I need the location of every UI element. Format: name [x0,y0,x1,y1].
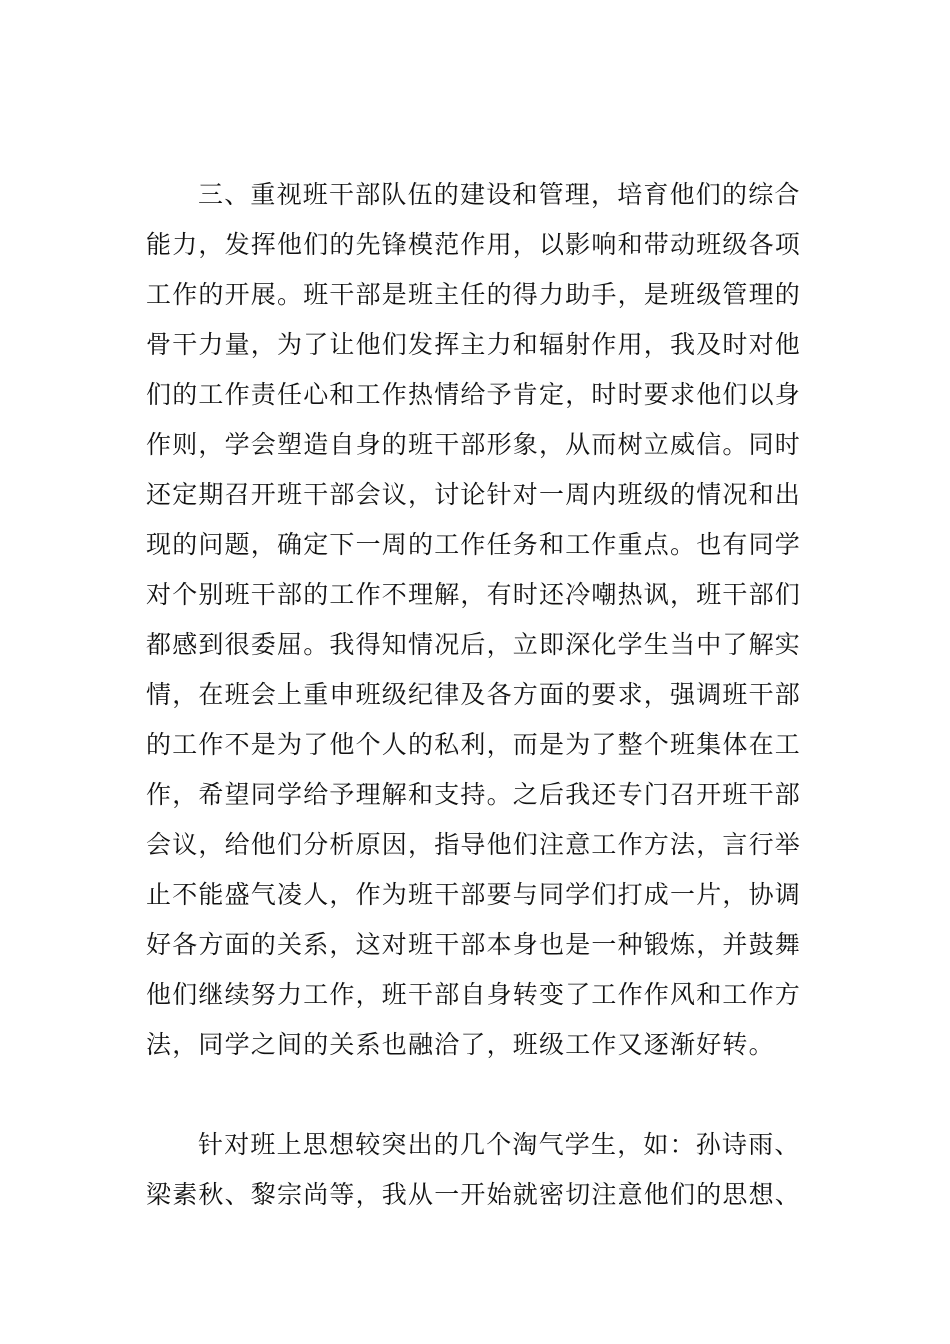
document-body [146,170,806,1220]
paragraph-line: 三、重视班干部队伍的建设和管理，培育他们的综合 [198,180,801,209]
paragraph-line: 的工作不是为了他个人的私利，而是为了整个班集体在工 [146,730,802,759]
paragraph-line: 梁素秋、黎宗尚等，我从一开始就密切注意他们的思想、 [146,1180,802,1209]
paragraph-spacer [146,1070,806,1120]
paragraph-line: 工作的开展。班干部是班主任的得力助手，是班级管理的 [146,280,802,309]
paragraph-line: 对个别班干部的工作不理解，有时还冷嘲热讽，班干部们 [146,580,802,609]
paragraph-line: 能力，发挥他们的先锋模范作用，以影响和带动班级各项 [146,230,802,259]
paragraph-line: 作则，学会塑造自身的班干部形象，从而树立威信。同时 [146,430,802,459]
paragraph-naughty-students [146,1120,806,1220]
paragraph-line: 针对班上思想较突出的几个淘气学生，如：孙诗雨、 [198,1130,801,1159]
paragraph-line: 作，希望同学给予理解和支持。之后我还专门召开班干部 [146,780,802,809]
paragraph-line: 好各方面的关系，这对班干部本身也是一种锻炼，并鼓舞 [146,930,802,959]
paragraph-class-cadres [146,170,806,1070]
paragraph-line: 会议，给他们分析原因，指导他们注意工作方法，言行举 [146,830,802,859]
paragraph-line: 法，同学之间的关系也融洽了，班级工作又逐渐好转。 [146,1030,775,1059]
paragraph-line: 们的工作责任心和工作热情给予肯定，时时要求他们以身 [146,380,802,409]
paragraph-line: 情，在班会上重申班级纪律及各方面的要求，强调班干部 [146,680,802,709]
paragraph-line: 止不能盛气凌人，作为班干部要与同学们打成一片，协调 [146,880,802,909]
paragraph-line: 还定期召开班干部会议，讨论针对一周内班级的情况和出 [146,480,802,509]
paragraph-line: 骨干力量，为了让他们发挥主力和辐射作用，我及时对他 [146,330,802,359]
paragraph-line: 他们继续努力工作，班干部自身转变了工作作风和工作方 [146,980,802,1009]
paragraph-line: 都感到很委屈。我得知情况后，立即深化学生当中了解实 [146,630,802,659]
paragraph-line: 现的问题，确定下一周的工作任务和工作重点。也有同学 [146,530,802,559]
